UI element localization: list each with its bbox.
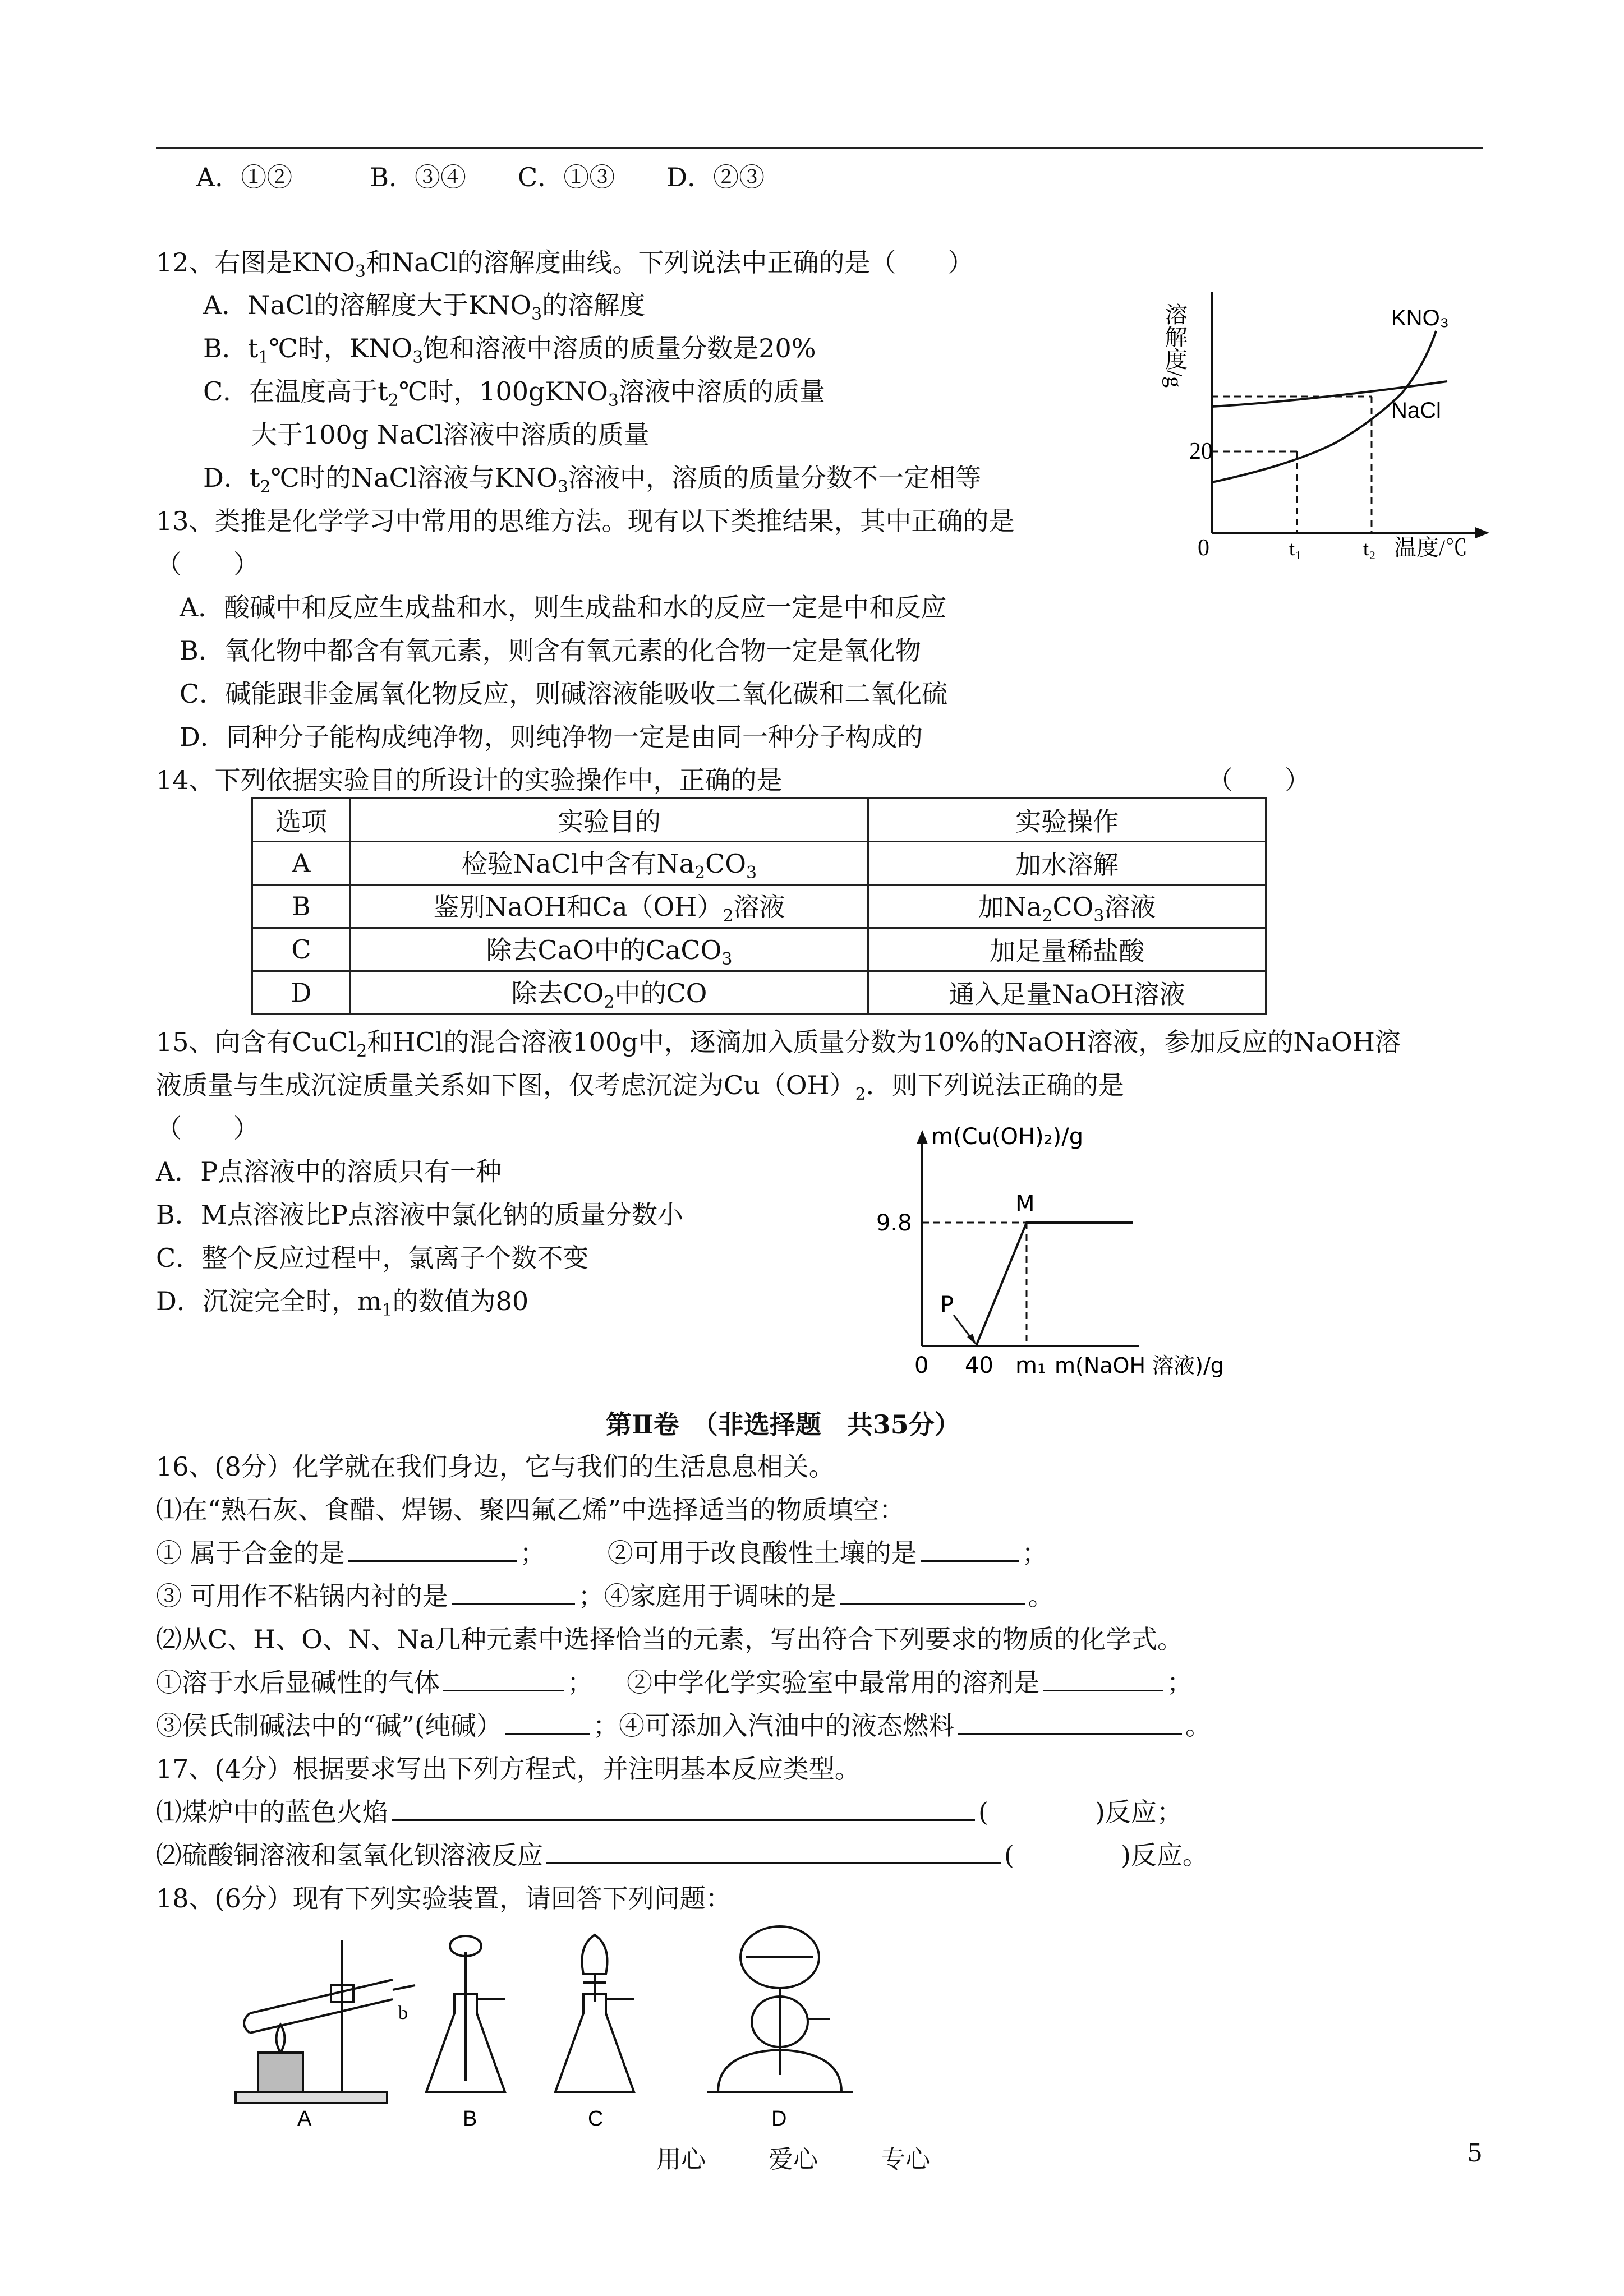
point-p-label: P (940, 1292, 954, 1318)
table-row (252, 842, 1266, 885)
q16-part2: ⑵从C、H、O、N、Na几种元素中选择恰当的元素，写出符合下列要求的物质的化学式。 (156, 1624, 1183, 1654)
q16-part2-line1: ①溶于水后显碱性的气体 ； ②中学化学实验室中最常用的溶剂是 ； (156, 1665, 1193, 1700)
origin-label: 0 (1198, 535, 1209, 561)
apparatus-d (707, 1926, 853, 2092)
y-tick-20: 20 (1189, 439, 1213, 464)
q15-option-a: A．P点溶液中的溶质只有一种 (156, 1156, 502, 1187)
answer-blank[interactable] (392, 1795, 975, 1821)
apparatus-a (236, 1940, 415, 2103)
row-operation: 通入足量NaOH溶液 (868, 971, 1266, 1015)
footer-motto-1: 用心 (656, 2145, 706, 2174)
q14-stem: 14、下列依据实验目的所设计的实验操作中，正确的是 (156, 765, 783, 795)
q15-option-b: B．M点溶液比P点溶液中氯化钠的质量分数小 (156, 1200, 683, 1230)
point-m-label: M (1015, 1191, 1035, 1217)
header-option: 选项 (252, 799, 351, 842)
answer-blank[interactable] (958, 1708, 1182, 1735)
q12-option-b: B．$t_1℃$时，$KNO_3$饱和溶液中溶质的质量分数是20% (203, 333, 816, 368)
answer-blank[interactable] (452, 1579, 575, 1605)
header-rule (156, 147, 1483, 149)
page-number: 5 (1467, 2139, 1483, 2168)
apparatus-label-c: C (588, 2107, 604, 2131)
q12-option-c-cont: 大于100g NaCl溶液中溶质的质量 (251, 419, 650, 450)
answer-blank[interactable] (443, 1665, 564, 1691)
q12-option-c: C．在温度高于$t_2℃$时，100gKNO$_3$溶液中溶质的质量 (203, 376, 825, 411)
q12-option-d: D．$t_2℃$时的NaCl溶液与$KNO_3$溶液中，溶质的质量分数不一定相等 (203, 463, 981, 497)
footer-motto-3: 专心 (881, 2145, 930, 2174)
q15-stem-line2: 液质量与生成沉淀质量关系如下图，仅考虑沉淀为$Cu(OH)_2$．则下列说法正确的是 (156, 1070, 1124, 1105)
table-row (252, 885, 1266, 928)
row-operation: 加$Na_2CO_3$溶液 (868, 885, 1266, 928)
q13-stem: 13、类推是化学学习中常用的思维方法。现有以下类推结果，其中正确的是 (156, 506, 1015, 536)
q14-table (251, 797, 1267, 1015)
table-header-row (252, 799, 1266, 842)
row-goal: 检验NaCl中含有$Na_2CO_3$ (350, 842, 868, 885)
series-kno3: KNO₃ (1391, 306, 1449, 330)
q11-options: A．①② B．③④ C．①③ D．②③ (196, 162, 765, 192)
q13-option-b: B．氧化物中都含有氧元素，则含有氧元素的化合物一定是氧化物 (180, 635, 921, 666)
y-axis-label: 溶解度/g (1162, 303, 1188, 388)
precip-line (976, 1223, 1133, 1346)
header-operation: 实验操作 (868, 799, 1266, 842)
q16-part2-line2: ③侯氏制碱法中的“碱”(纯碱） ；④可添加入汽油中的液态燃料 。 (156, 1708, 1211, 1744)
x-tick-m1: m₁ (1015, 1353, 1046, 1378)
row-goal: 除去CaO中的CaCO$_3$ (350, 928, 868, 971)
x-tick-t1: t₁ (1289, 537, 1302, 560)
answer-blank[interactable] (546, 1838, 1001, 1864)
row-option: B (252, 885, 351, 928)
row-goal: 鉴别NaOH和$Ca(OH)_2$溶液 (350, 885, 868, 928)
q17-line2: ⑵硫酸铜溶液和氢氧化钡溶液反应 ( )反应。 (156, 1837, 1208, 1873)
solubility-curve-figure (1162, 280, 1503, 572)
x-tick-40: 40 (965, 1353, 993, 1378)
row-option: C (252, 928, 351, 971)
answer-blank[interactable] (348, 1536, 517, 1562)
q15-paren: （ ） (156, 1113, 259, 1144)
q15-option-d: D．沉淀完全时，$m_1$的数值为80 (156, 1286, 529, 1321)
apparatus-label-b: B (463, 2107, 477, 2131)
q16-stem: 16、(8分）化学就在我们身边，它与我们的生活息息相关。 (156, 1451, 835, 1482)
section-2-title: 第Ⅱ卷 （非选择题 共35分） (606, 1409, 960, 1440)
q15-stem-line1: 15、向含有CuCl$_2$和HCl的混合溶液100g中，逐滴加入质量分数为10%的NaOH溶液，参加反应的NaOH溶 (156, 1027, 1401, 1062)
q14-paren: （ ） (1207, 765, 1310, 795)
answer-blank[interactable] (505, 1708, 590, 1735)
x-tick-t2: t₂ (1363, 537, 1376, 560)
row-option: A (252, 842, 351, 885)
answer-blank[interactable] (840, 1579, 1025, 1605)
q17-line1: ⑴煤炉中的蓝色火焰 ( )反应； (156, 1794, 1183, 1830)
apparatus-label-a: A (297, 2107, 312, 2131)
q15-option-c: C．整个反应过程中，氯离子个数不变 (156, 1243, 589, 1273)
row-goal: 除去$CO_2$中的CO (350, 971, 868, 1015)
series-nacl: NaCl (1391, 398, 1441, 423)
q16-part1-line1: ① 属于合金的是 ； ②可用于改良酸性土壤的是 ； (156, 1535, 1048, 1571)
table-row (252, 928, 1266, 971)
q13-option-d: D．同种分子能构成纯净物，则纯净物一定是由同一种分子构成的 (180, 722, 923, 752)
x-axis-label: m(NaOH 溶液)/g (1055, 1353, 1224, 1378)
q13-option-c: C．碱能跟非金属氧化物反应，则碱溶液能吸收二氧化碳和二氧化硫 (180, 679, 948, 709)
q13-option-a: A．酸碱中和反应生成盐和水，则生成盐和水的反应一定是中和反应 (180, 592, 947, 623)
q18-stem: 18、(6分）现有下列实验装置，请回答下列问题： (156, 1883, 732, 1914)
header-goal: 实验目的 (350, 799, 868, 842)
y-axis-label: m(Cu(OH)₂)/g (931, 1124, 1084, 1150)
apparatus-b (426, 1936, 505, 2092)
tube-b-label: b (398, 2003, 408, 2023)
q12-stem: 12、右图是$KNO_3$和NaCl的溶解度曲线。下列说法中正确的是（ ） (156, 247, 974, 282)
q13-paren: （ ） (156, 549, 259, 579)
answer-blank[interactable] (1043, 1665, 1163, 1691)
row-operation: 加足量稀盐酸 (868, 928, 1266, 971)
row-option: D (252, 971, 351, 1015)
apparatus-figure (224, 1924, 1178, 2131)
q17-stem: 17、(4分）根据要求写出下列方程式，并注明基本反应类型。 (156, 1754, 861, 1784)
table-row (252, 971, 1266, 1015)
precipitation-figure (875, 1122, 1279, 1385)
q16-part1: ⑴在“熟石灰、食醋、焊锡、聚四氟乙烯”中选择适当的物质填空： (156, 1495, 905, 1525)
y-tick-9-8: 9.8 (876, 1210, 912, 1236)
answer-blank[interactable] (921, 1536, 1019, 1562)
x-axis-label: 温度/℃ (1394, 535, 1468, 560)
origin-label: 0 (914, 1353, 929, 1378)
row-operation: 加水溶解 (868, 842, 1266, 885)
apparatus-c (555, 1935, 634, 2092)
apparatus-label-d: D (771, 2107, 787, 2131)
footer-motto-2: 爱心 (769, 2145, 818, 2174)
q16-part1-line2: ③ 可用作不粘锅内衬的是 ；④家庭用于调味的是 。 (156, 1578, 1054, 1614)
q12-option-a: A．NaCl的溶解度大于$KNO_3$的溶解度 (203, 290, 646, 325)
